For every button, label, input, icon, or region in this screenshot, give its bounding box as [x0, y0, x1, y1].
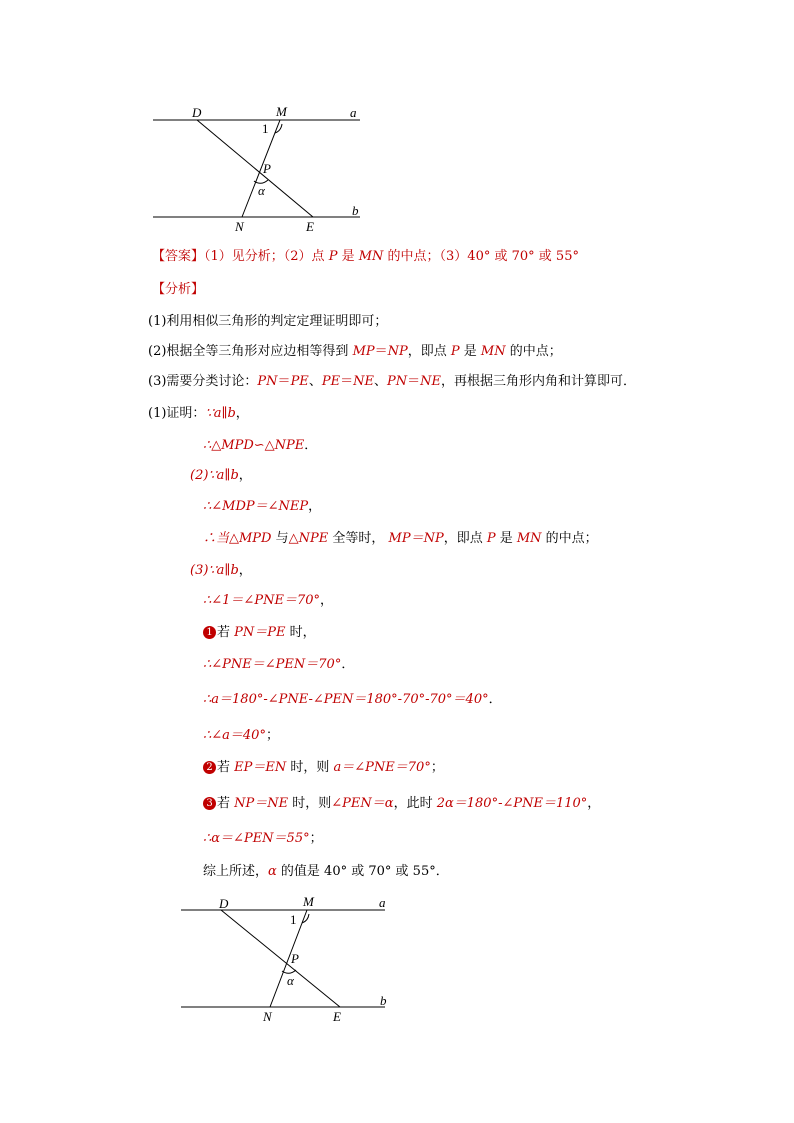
case-1-l4-end: ； [265, 728, 279, 743]
label-n-bottom: N [263, 1009, 272, 1024]
proof-2-l2b: 与 [271, 531, 289, 546]
analysis-2-mn: MN [480, 344, 506, 359]
analysis-3-j: PN [386, 374, 408, 389]
analysis-line-1: (1)利用相似三角形的判定定理证明即可； [148, 314, 388, 329]
analysis-2-g: 是 [459, 344, 481, 359]
label-a: a [350, 105, 357, 120]
proof-2-l2d: 全等时， [328, 531, 385, 546]
proof-2-l2g: P [486, 531, 496, 546]
answer-text-2: 是 [337, 249, 359, 264]
label-p: P [263, 161, 271, 176]
analysis-3-b: PN [257, 374, 278, 389]
analysis-3-c: ＝ [277, 374, 291, 389]
analysis-2-mp: MP [352, 344, 375, 359]
label-alpha: α [258, 183, 265, 198]
case-3-result: ∴α＝∠PEN＝55° [203, 831, 310, 846]
answer-text-1: （1）见分析；（2）点 [204, 249, 329, 264]
proof-2-cond: (2)∵a∥b [190, 468, 239, 483]
analysis-3-m: ，再根据三角形内角和计算即可． [441, 374, 637, 389]
proof-1-concl-end: ． [304, 438, 318, 453]
segment-de-bottom [221, 910, 340, 1007]
label-m: M [276, 104, 287, 119]
proof-1-label: (1)证明： [148, 406, 206, 421]
proof-2-l2c: △NPE [288, 531, 329, 546]
analysis-2-i: 的中点； [505, 344, 562, 359]
proof-2-angles: ∴∠MDP＝∠NEP [203, 499, 309, 514]
case-2-end: ； [430, 760, 444, 775]
case-2-if: 若 [217, 760, 235, 775]
label-n: N [235, 219, 244, 234]
label-d: D [192, 105, 202, 120]
label-e: E [306, 219, 314, 234]
proof-1-cond: ∵a∥b [205, 406, 236, 421]
analysis-3-e: 、 [308, 374, 322, 389]
segment-mn-bottom [270, 910, 307, 1007]
proof-2-l2a: ∴当△MPD [203, 531, 272, 546]
analysis-3-d: PE [290, 374, 309, 389]
label-b: b [352, 203, 359, 218]
answer-tag: 【答案】 [152, 249, 205, 264]
case-3-number: 3 [203, 797, 216, 810]
case-3-calc: 2α＝180°-∠PNE＝110° [436, 796, 588, 811]
case-1-calc: ∴a＝180°-∠PNE-∠PEN＝180°-70°-70°＝40° [203, 692, 489, 707]
proof-2-l2h: 是 [495, 531, 517, 546]
case-3-l2-end: ； [309, 831, 323, 846]
analysis-2-a: (2)根据全等三角形对应边相等得到 [148, 344, 353, 359]
case-1-if: 若 [217, 625, 235, 640]
proof-1-concl: ∴△MPD∽△NPE [203, 438, 305, 453]
case-3-angle: ∠PEN＝α [331, 796, 394, 811]
case-2-cond: EP＝EN [234, 760, 287, 775]
label-a-bottom: a [379, 895, 386, 910]
proof-3-l1-end: ， [319, 593, 333, 608]
label-m-bottom: M [303, 894, 314, 909]
analysis-3-l: NE [420, 374, 441, 389]
analysis-2-p: P [450, 344, 460, 359]
analysis-2-eq: ＝ [374, 344, 388, 359]
answer-segment-mn: MN [358, 249, 384, 264]
case-2-result: a＝∠PNE＝70° [333, 760, 431, 775]
proof-3-cond: (3)∵a∥b [190, 563, 239, 578]
case-1-l3-end: ． [488, 692, 502, 707]
case-3-then: 时，则 [288, 796, 332, 811]
proof-2-l1-end: ， [308, 499, 322, 514]
proof-2-l2i: MN [516, 531, 542, 546]
label-alpha-bottom: α [287, 973, 294, 988]
case-1-number: 1 [203, 626, 216, 639]
analysis-3-i: 、 [373, 374, 387, 389]
label-1-bottom: 1 [290, 912, 297, 927]
summary-alpha: α [268, 864, 277, 879]
case-1-result: ∴∠a＝40° [203, 728, 266, 743]
analysis-3-k: ＝ [407, 374, 421, 389]
case-3-cond: NP＝NE [234, 796, 289, 811]
analysis-3-g: ＝ [340, 374, 354, 389]
label-b-bottom: b [380, 993, 387, 1008]
proof-2-l2f: ，即点 [443, 531, 487, 546]
analysis-3-h: NE [353, 374, 374, 389]
summary-c: 的值是 40° 或 70° 或 55°． [276, 864, 449, 879]
proof-3-angles: ∴∠1＝∠PNE＝70° [203, 593, 320, 608]
analysis-3-a: (3)需要分类讨论： [148, 374, 258, 389]
proof-2-end: ， [238, 468, 252, 483]
label-e-bottom: E [333, 1009, 341, 1024]
case-2-then: 时，则 [286, 760, 334, 775]
case-3-end: ， [587, 796, 601, 811]
case-3-if: 若 [217, 796, 235, 811]
proof-1-end: ， [235, 406, 249, 421]
proof-3-end: ， [238, 563, 252, 578]
analysis-2-np: NP [387, 344, 408, 359]
case-1-angles: ∴∠PNE＝∠PEN＝70° [203, 657, 342, 672]
case-1-cond: PN＝PE [234, 625, 286, 640]
case-2-number: 2 [203, 761, 216, 774]
analysis-2-e: ，即点 [407, 344, 451, 359]
label-p-bottom: P [291, 951, 299, 966]
case-1-l2-end: ． [341, 657, 355, 672]
answer-point-p: P [328, 249, 338, 264]
label-1: 1 [262, 121, 269, 136]
answer-text-3: 的中点；（3）40° 或 70° 或 55° [383, 249, 579, 264]
label-d-bottom: D [219, 896, 229, 911]
analysis-tag: 【分析】 [152, 282, 205, 297]
proof-2-l2e: MP＝NP [384, 531, 444, 546]
case-3-now: ，此时 [393, 796, 437, 811]
proof-2-l2j: 的中点； [541, 531, 598, 546]
analysis-3-f: PE [321, 374, 341, 389]
summary-a: 综上所述， [203, 864, 269, 879]
case-1-when: 时， [285, 625, 316, 640]
